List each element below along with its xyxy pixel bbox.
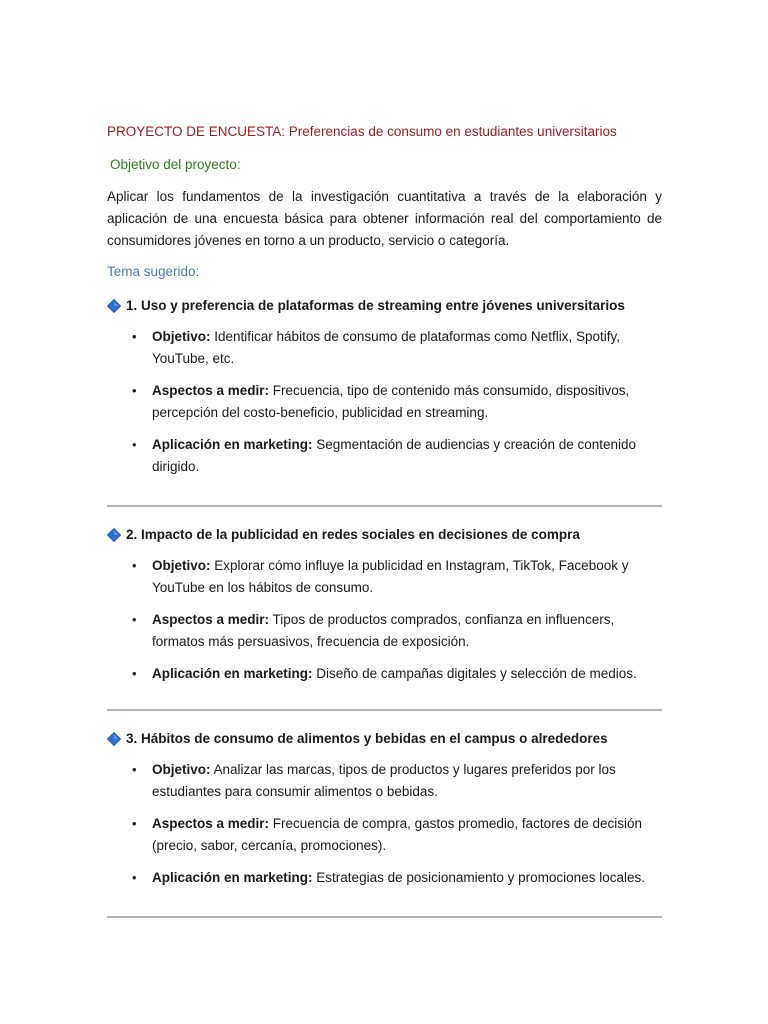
bullet-text: Diseño de campañas digitales y selección de medios. — [312, 666, 637, 681]
section-divider — [107, 709, 662, 711]
document-title: PROYECTO DE ENCUESTA: Preferencias de consumo en estudiantes universitarios — [107, 124, 617, 139]
bullet-label: Objetivo: — [152, 329, 211, 344]
bullet-label: Aspectos a medir: — [152, 816, 270, 831]
bullet-dot: • — [132, 383, 137, 398]
list-item — [107, 867, 662, 889]
bullet-text: Explorar cómo influye la publicidad en Instagram, TikTok, Facebook y YouTube en los hábitos de consumo. — [152, 558, 629, 595]
blue-diamond-icon — [107, 528, 121, 542]
bullet-label: Objetivo: — [152, 558, 211, 573]
bullet-text: Estrategias de posicionamiento y promociones locales. — [312, 870, 645, 885]
topic-2 — [107, 525, 662, 685]
bullet-dot: • — [132, 558, 137, 573]
topic-bullet-list — [107, 759, 662, 889]
bullet-label: Aspectos a medir: — [152, 383, 270, 398]
bullet-dot: • — [132, 612, 137, 627]
section-divider — [107, 916, 662, 918]
topic-3 — [107, 729, 662, 889]
section-divider — [107, 505, 662, 507]
bullet-label: Aplicación en marketing: — [152, 666, 313, 681]
bullet-dot: • — [132, 437, 137, 452]
document-page — [107, 122, 662, 918]
tema-heading: Tema sugerido: — [107, 264, 200, 279]
list-item — [107, 326, 662, 370]
bullet-dot: • — [132, 816, 137, 831]
bullet-dot: • — [132, 762, 137, 777]
bullet-label: Aplicación en marketing: — [152, 437, 313, 452]
bullet-text: Frecuencia de compra, gastos promedio, factores de decisión (precio, sabor, cercanía, promociones). — [152, 816, 642, 853]
bullet-label: Aplicación en marketing: — [152, 870, 313, 885]
bullet-text: Identificar hábitos de consumo de plataformas como Netflix, Spotify, YouTube, etc. — [152, 329, 620, 366]
topic-1 — [107, 296, 662, 478]
bullet-text: Analizar las marcas, tipos de productos y lugares preferidos por los estudiantes para consumir alimentos o bebidas. — [152, 762, 616, 799]
topic-heading — [107, 525, 662, 545]
bullet-text: Segmentación de audiencias y creación de contenido dirigido. — [152, 437, 637, 474]
objective-heading: Objetivo del proyecto: — [110, 157, 241, 172]
topic-heading-text: 2. Impacto de la publicidad en redes sociales en decisiones de compra — [126, 527, 580, 542]
bullet-label: Aspectos a medir: — [152, 612, 270, 627]
list-item — [107, 609, 662, 653]
list-item — [107, 434, 662, 478]
bullet-label: Objetivo: — [152, 762, 211, 777]
topic-heading — [107, 296, 662, 316]
bullet-dot: • — [132, 870, 137, 885]
topic-heading-text: 1. Uso y preferencia de plataformas de streaming entre jóvenes universitarios — [126, 298, 625, 313]
topic-bullet-list — [107, 326, 662, 478]
list-item — [107, 663, 662, 685]
bullet-text: Frecuencia, tipo de contenido más consumido, dispositivos, percepción del costo-beneficio, publicidad en streaming. — [152, 383, 630, 420]
blue-diamond-icon — [107, 299, 121, 313]
blue-diamond-icon — [107, 732, 121, 746]
intro-paragraph: Aplicar los fundamentos de la investigación cuantitativa a través de la elaboración y aplicación de una encuesta básica para obtener información real del comportamiento de consumidores jóvenes en torno a un producto, servicio o categoría. — [107, 189, 662, 248]
list-item — [107, 813, 662, 857]
topic-heading-text: 3. Hábitos de consumo de alimentos y bebidas en el campus o alrededores — [126, 731, 608, 746]
list-item — [107, 759, 662, 803]
topic-bullet-list — [107, 555, 662, 685]
bullet-dot: • — [132, 666, 137, 681]
topic-heading — [107, 729, 662, 749]
bullet-dot: • — [132, 329, 137, 344]
bullet-text: Tipos de productos comprados, confianza en influencers, formatos más persuasivos, frecuencia de exposición. — [152, 612, 615, 649]
list-item — [107, 380, 662, 424]
list-item — [107, 555, 662, 599]
